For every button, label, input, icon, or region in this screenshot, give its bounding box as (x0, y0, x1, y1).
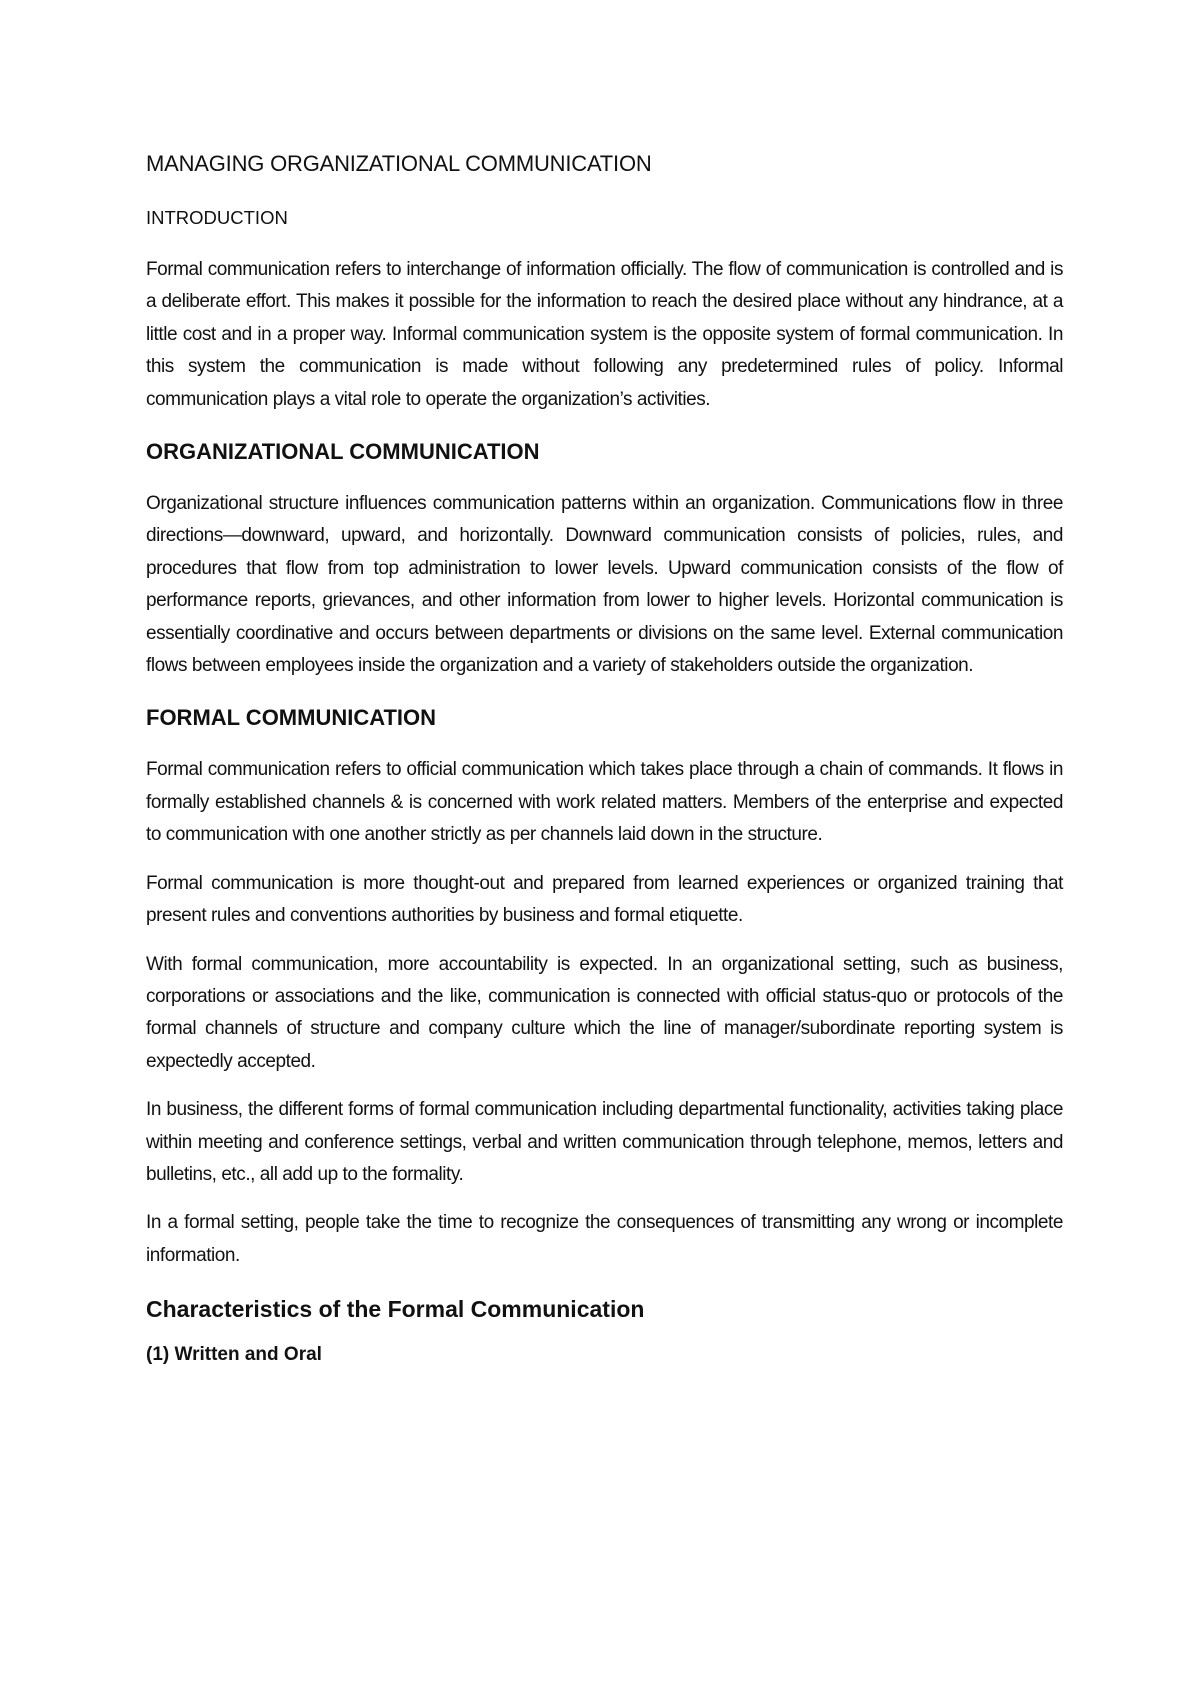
formal-communication-paragraph: In a formal setting, people take the time to recognize the consequences of transmitting any wrong or incomplete information. (146, 1212, 1063, 1266)
introduction-paragraph: Formal communication refers to interchange of information officially. The flow of communication is controlled and is a deliberate effort. This makes it possible for the information to reach the desired place without any hindrance, at a little cost and in a proper way. Informal communication system is the opposite system of formal communication. In this system the communication is made without following any predetermined rules of policy. Informal communication plays a vital role to operate the organization’s activities. (146, 259, 1063, 410)
formal-communication-paragraph: Formal communication refers to official communication which takes place through a chain of commands. It flows in formally established channels & is concerned with work related matters. Members of the enterprise and expected to communication with one another strictly as per channels laid down in the structure. (146, 759, 1063, 846)
organizational-communication-paragraph: Organizational structure influences communication patterns within an organization. Communications flow in three directions—downward, upward, and horizontally. Downward communication consists of policies, rules, and procedures that flow from top administration to lower levels. Upward communication consists of the flow of performance reports, grievances, and other information from lower to higher levels. Horizontal communication is essentially coordinative and occurs between departments or divisions on the same level. External communication flows between employees inside the organization and a variety of stakeholders outside the organization. (146, 493, 1063, 677)
document-title: MANAGING ORGANIZATIONAL COMMUNICATION (146, 151, 652, 176)
introduction-heading: INTRODUCTION (146, 207, 288, 228)
organizational-communication-heading: ORGANIZATIONAL COMMUNICATION (146, 439, 540, 465)
formal-communication-paragraph: With formal communication, more accountability is expected. In an organizational setting, such as business, corporations or associations and the like, communication is connected with official status-quo or protocols of the formal channels of structure and company culture which the line of manager/subordinate reporting system is expectedly accepted. (146, 953, 1063, 1072)
document-page (146, 140, 1063, 1368)
formal-communication-paragraph: In business, the different forms of formal communication including departmental functionality, activities taking place within meeting and conference settings, verbal and written communication through telephone, memos, letters and bulletins, etc., all add up to the formality. (146, 1099, 1063, 1185)
formal-communication-paragraph: Formal communication is more thought-out and prepared from learned experiences or organized training that present rules and conventions authorities by business and formal etiquette. (146, 872, 1063, 927)
characteristics-heading: Characteristics of the Formal Communication (146, 1296, 645, 1323)
characteristics-item: (1) Written and Oral (146, 1344, 322, 1366)
formal-communication-heading: FORMAL COMMUNICATION (146, 705, 437, 731)
